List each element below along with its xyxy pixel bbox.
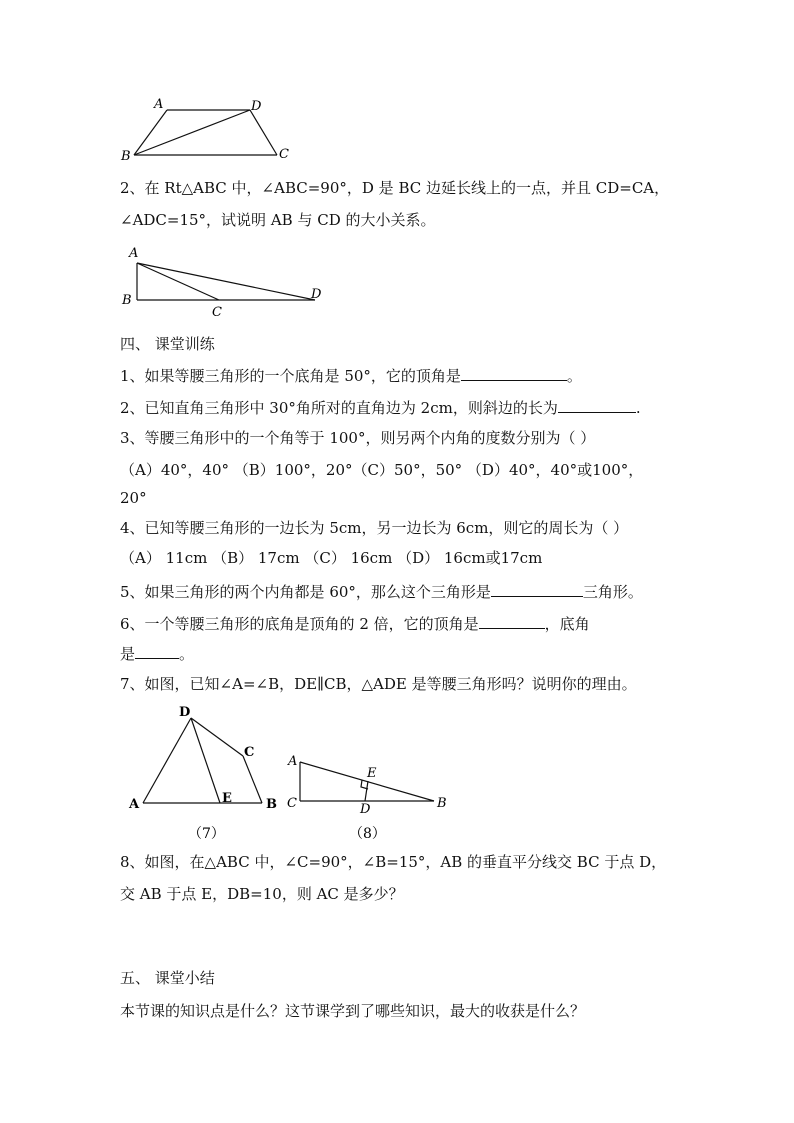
s4-q6-mid: ，底角	[544, 615, 590, 633]
fig1-label-c: C	[279, 147, 289, 162]
fig8-label-b: B	[437, 796, 447, 811]
fig8-label-d: D	[360, 802, 371, 817]
fig8-label-c: C	[287, 796, 297, 811]
s4-q1-end: 。	[566, 367, 582, 385]
s4-q3-stem: 3、等腰三角形中的一个角等于 100°，则另两个内角的度数分别为（ ）	[120, 429, 596, 447]
s4-q5-end: 三角形。	[582, 583, 643, 601]
s4-q4-stem: 4、已知等腰三角形的一边长为 5cm，另一边长为 6cm，则它的周长为（ ）	[120, 519, 629, 537]
s4-q4-options: （A） 11cm （B） 17cm （C） 16cm （D） 16cm或17cm	[120, 549, 543, 567]
fig2-label-b: B	[122, 293, 132, 308]
q2-text-line2: ∠ADC=15°，试说明 AB 与 CD 的大小关系。	[120, 211, 436, 229]
fig8-label-e: E	[367, 766, 377, 781]
s4-q8-line1: 8、如图，在△ABC 中，∠C=90°，∠B=15°，AB 的垂直平分线交 BC 于点 D，	[120, 853, 667, 871]
fig7-caption: （7）	[188, 826, 225, 842]
s4-q6-text: 6、一个等腰三角形的底角是顶角的 2 倍，它的顶角是	[120, 615, 479, 633]
fig7-label-d: D	[179, 705, 191, 720]
fig7-label-e: E	[222, 791, 232, 806]
fig8-caption: （8）	[349, 826, 386, 842]
q2-text-line1: 2、在 Rt△ABC 中，∠ABC=90°，D 是 BC 边延长线上的一点，并且 CD=CA，	[120, 179, 670, 197]
fig1-label-d: D	[251, 99, 262, 114]
fig8-label-a: A	[288, 754, 298, 769]
s4-q2-text: 2、已知直角三角形中 30°角所对的直角边为 2cm，则斜边的长为	[120, 399, 558, 417]
fig2-label-d: D	[311, 287, 322, 302]
s4-q3-options-cont: 20°	[120, 489, 147, 507]
fig7-label-c: C	[244, 745, 255, 760]
section5-text: 本节课的知识点是什么？这节课学到了哪些知识，最大的收获是什么？	[120, 1002, 586, 1020]
fig7-label-b: B	[266, 797, 277, 812]
s4-q3-options: （A）40°，40° （B）100°，20°（C）50°，50° （D）40°，40°或100°，	[120, 461, 644, 479]
s4-q6-line2-text: 是	[120, 645, 136, 663]
s4-q1-text: 1、如果等腰三角形的一个底角是 50°，它的顶角是	[120, 367, 461, 385]
s4-q8-line2: 交 AB 于点 E，DB=10，则 AC 是多少？	[120, 885, 404, 903]
section4-title: 四、 课堂训练	[120, 335, 215, 353]
fig7-label-a: A	[129, 797, 140, 812]
s4-q7: 7、如图，已知∠A=∠B，DE∥CB，△ADE 是等腰三角形吗？说明你的理由。	[120, 675, 637, 693]
fig2-label-c: C	[212, 305, 222, 320]
fig2-label-a: A	[129, 246, 139, 261]
section5-title: 五、 课堂小结	[120, 969, 215, 987]
s4-q5-text: 5、如果三角形的两个内角都是 60°，那么这个三角形是	[120, 583, 491, 601]
s4-q6-line2-end: 。	[179, 645, 195, 663]
s4-q2-end: .	[635, 399, 641, 417]
fig1-label-a: A	[154, 97, 164, 112]
fig1-label-b: B	[121, 149, 131, 164]
